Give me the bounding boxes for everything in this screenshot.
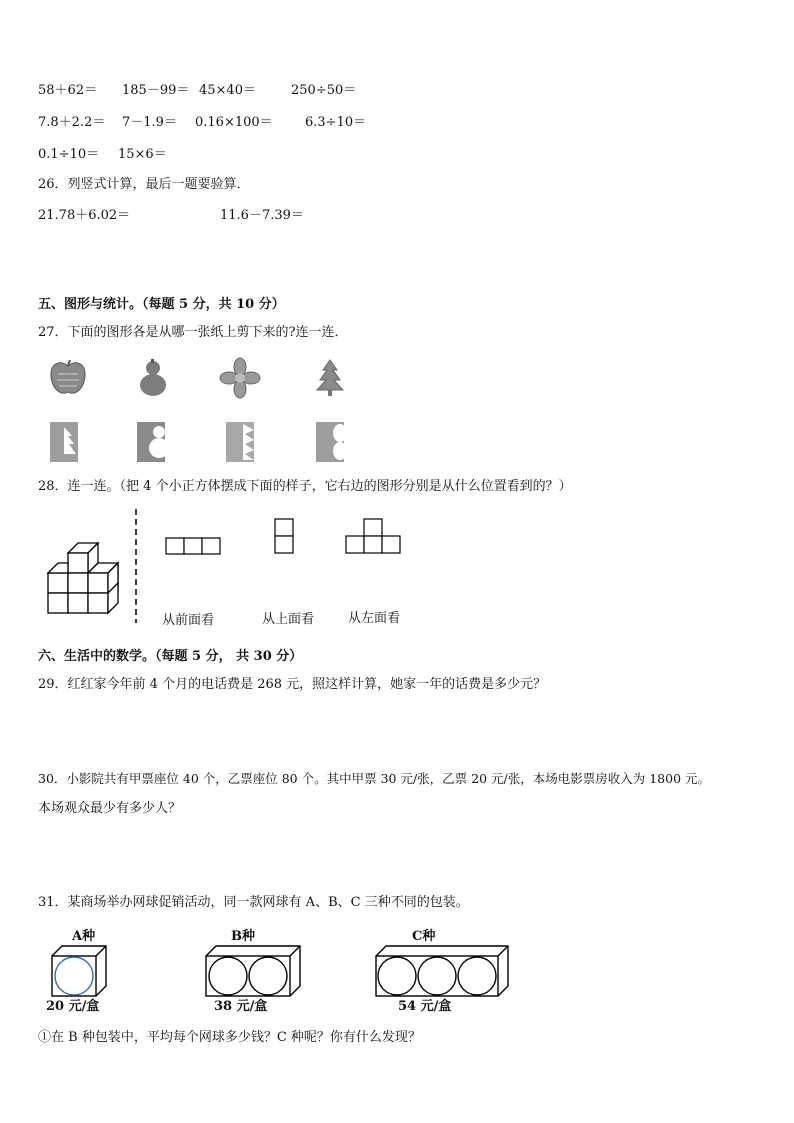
gourd-shape-icon [135,358,171,398]
paper-sheet-icon [137,422,167,464]
question-30-line1: 30．小影院共有甲票座位 40 个，乙票座位 80 个。其中甲票 30 元/张，乙票 20 元/张，本场电影票房收入为 1800 元。 [38,771,710,786]
package-a-label: A种 [72,929,96,944]
question-27-text: 27．下面的图形各是从哪一张纸上剪下来的?连一连． [38,325,348,340]
view-label-top: 从上面看 [262,612,315,627]
tennis-ball-boxes-figure [48,944,508,1000]
question-31-text: 31．某商场举办网球促销活动，同一款网球有 A、B、C 三种不同的包装。 [38,895,469,910]
calc-item: 21.78＋6.02＝ [38,208,131,223]
section-5-title: 五、图形与统计。（每题 5 分，共 10 分） [38,297,285,312]
calc-item: 45×40＝ [199,83,256,98]
package-b-price: 38 元/盒 [214,999,268,1014]
view-label-left: 从左面看 [348,611,401,626]
question-26-text: 26．列竖式计算，最后一题要验算． [38,177,250,192]
calc-item: 250÷50＝ [291,83,357,98]
calc-item: 0.1÷10＝ [38,147,100,162]
package-b-label: B种 [231,929,255,944]
paper-sheet-icon [316,422,346,464]
question-29-text: 29．红红家今年前 4 个月的电话费是 268 元，照这样计算，她家一年的话费是多少元？ [38,677,547,692]
apple-shape-icon [48,358,88,398]
package-c-price: 54 元/盒 [398,999,452,1014]
calc-item: 58＋62＝ [38,83,98,98]
calc-item: 11.6－7.39＝ [220,208,304,223]
question-30-line2: 本场观众最少有多少人？ [38,801,182,816]
calc-item: 7.8＋2.2＝ [38,115,106,130]
calc-item: 185－99＝ [122,83,190,98]
tree-shape-icon [315,358,345,398]
paper-sheet-icon [50,422,80,464]
calc-item: 6.3÷10＝ [305,115,367,130]
calc-item: 7－1.9＝ [122,115,177,130]
calc-item: 0.16×100＝ [195,115,273,130]
section-6-title: 六、生活中的数学。（每题 5 分， 共 30 分） [38,649,303,664]
calc-item: 15×6＝ [118,147,167,162]
view-label-front: 从前面看 [162,613,215,628]
cube-views-figure [40,505,420,625]
flower-shape-icon [220,358,260,398]
package-a-price: 20 元/盒 [46,999,100,1014]
paper-sheet-icon [226,422,256,464]
question-31-sub1: ①在 B 种包装中，平均每个网球多少钱？C 种呢？你有什么发现？ [38,1030,421,1045]
question-28-text: 28．连一连。（把 4 个小正方体摆成下面的样子，它右边的图形分别是从什么位置看到的？） [38,479,572,494]
package-c-label: C种 [412,929,436,944]
